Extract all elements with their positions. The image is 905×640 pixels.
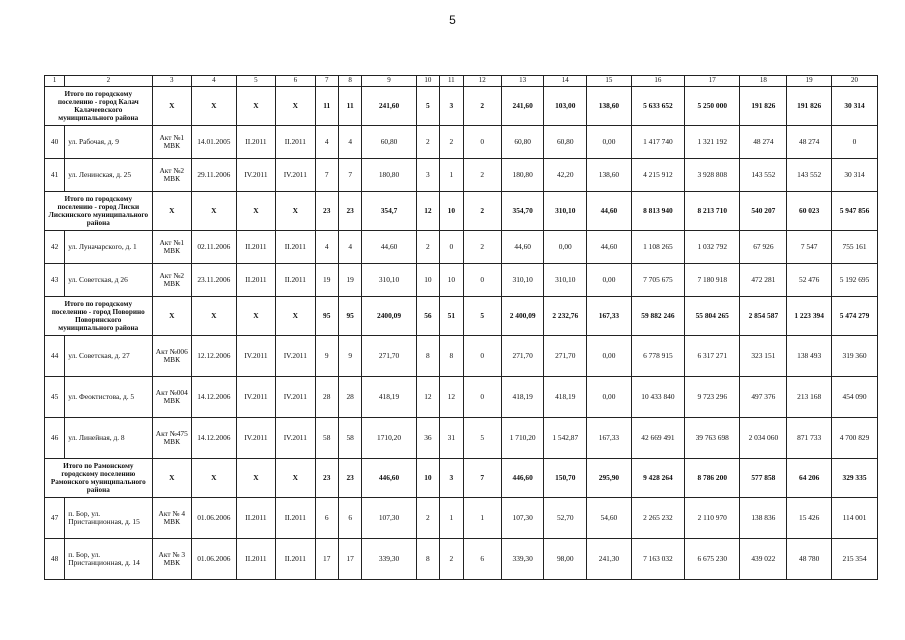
value-cell: 4 215 912 [631,159,684,192]
value-cell: 28 [315,377,338,418]
value-cell: 2 [416,231,439,264]
value-cell: 7 705 675 [631,264,684,297]
value-cell: 138 493 [787,336,832,377]
act-cell: Акт № 3 МВК [152,539,191,580]
value-cell: 339,30 [501,539,544,580]
value-cell: 339,30 [362,539,416,580]
page-number: 5 [449,13,456,27]
total-value-cell: X [276,297,315,336]
value-cell: 0,00 [544,231,587,264]
value-cell: 52 476 [787,264,832,297]
value-cell: 3 928 808 [685,159,740,192]
total-value-cell: 59 882 246 [631,297,684,336]
value-cell: 755 161 [832,231,878,264]
value-cell: 12 [416,377,439,418]
total-value-cell: 9 428 264 [631,459,684,498]
value-cell: 7 180 918 [685,264,740,297]
address-cell: ул. Ленинская, д. 25 [65,159,152,192]
settlement-total-row [45,459,878,498]
building-row [45,498,878,539]
value-cell: 0,00 [587,126,632,159]
settlement-total-row [45,87,878,126]
total-value-cell: 540 207 [740,192,787,231]
row-number-cell: 48 [45,539,65,580]
value-cell: 7 547 [787,231,832,264]
settlement-total-row [45,192,878,231]
column-number-cell: 7 [315,76,338,87]
value-cell: 0 [463,377,501,418]
building-row [45,264,878,297]
total-value-cell: 5 [416,87,439,126]
value-cell: IV.2011 [276,377,315,418]
value-cell: 1 [463,498,501,539]
total-value-cell: X [276,87,315,126]
value-cell: 6 317 271 [685,336,740,377]
value-cell: 180,80 [362,159,416,192]
total-value-cell: 5 474 279 [832,297,878,336]
settlement-total-title: Итого по Рамонскому городскому поселению Рамонского муниципального района [45,459,153,498]
value-cell: 8 [416,336,439,377]
row-number-cell: 43 [45,264,65,297]
value-cell: 2 034 060 [740,418,787,459]
total-value-cell: X [152,297,191,336]
column-number-cell: 20 [832,76,878,87]
value-cell: 48 274 [787,126,832,159]
total-value-cell: 191 826 [740,87,787,126]
total-value-cell: 103,00 [544,87,587,126]
column-number-cell: 19 [787,76,832,87]
value-cell: 4 [338,126,361,159]
total-value-cell: 167,33 [587,297,632,336]
total-value-cell: 64 206 [787,459,832,498]
value-cell: 9 [315,336,338,377]
total-value-cell: 23 [315,459,338,498]
total-value-cell: X [236,192,275,231]
column-number-cell: 16 [631,76,684,87]
row-number-cell: 47 [45,498,65,539]
value-cell: 10 [440,264,463,297]
value-cell: 871 733 [787,418,832,459]
address-cell: ул. Луначарского, д. 1 [65,231,152,264]
value-cell: 271,70 [362,336,416,377]
value-cell: II.2011 [236,539,275,580]
act-cell: Акт №1 МВК [152,231,191,264]
total-value-cell: X [191,459,236,498]
value-cell: 19 [338,264,361,297]
total-value-cell: 11 [315,87,338,126]
value-cell: 9 723 296 [685,377,740,418]
act-date-cell: 01.06.2006 [191,498,236,539]
value-cell: 143 552 [740,159,787,192]
value-cell: 310,10 [544,264,587,297]
value-cell: 0 [463,126,501,159]
column-number-cell: 13 [501,76,544,87]
value-cell: 418,19 [362,377,416,418]
value-cell: 1 321 192 [685,126,740,159]
total-value-cell: 23 [315,192,338,231]
value-cell: II.2011 [236,498,275,539]
value-cell: 215 354 [832,539,878,580]
value-cell: 3 [416,159,439,192]
total-value-cell: 10 [416,459,439,498]
total-value-cell: X [152,459,191,498]
value-cell: 4 700 829 [832,418,878,459]
total-value-cell: X [276,459,315,498]
column-number-cell: 2 [65,76,152,87]
total-value-cell: 241,60 [362,87,416,126]
total-value-cell: 5 250 000 [685,87,740,126]
total-value-cell: 55 804 265 [685,297,740,336]
total-value-cell: 60 023 [787,192,832,231]
building-row [45,377,878,418]
value-cell: 439 022 [740,539,787,580]
total-value-cell: X [191,87,236,126]
value-cell: 0,00 [587,336,632,377]
column-number-cell: 9 [362,76,416,87]
value-cell: 0,00 [587,264,632,297]
total-value-cell: 241,60 [501,87,544,126]
act-date-cell: 23.11.2006 [191,264,236,297]
value-cell: 6 [338,498,361,539]
building-row [45,418,878,459]
value-cell: 241,30 [587,539,632,580]
value-cell: 0,00 [587,377,632,418]
column-number-cell: 14 [544,76,587,87]
value-cell: 138,60 [587,159,632,192]
column-number-cell: 1 [45,76,65,87]
column-number-cell: 17 [685,76,740,87]
total-value-cell: 1 223 394 [787,297,832,336]
building-row [45,231,878,264]
total-value-cell: 354,7 [362,192,416,231]
value-cell: 114 001 [832,498,878,539]
value-cell: 42 669 491 [631,418,684,459]
total-value-cell: 2400,09 [362,297,416,336]
value-cell: 213 168 [787,377,832,418]
value-cell: 60,80 [501,126,544,159]
total-value-cell: 95 [315,297,338,336]
act-date-cell: 14.12.2006 [191,377,236,418]
total-value-cell: 2 854 587 [740,297,787,336]
value-cell: 44,60 [362,231,416,264]
column-number-cell: 5 [236,76,275,87]
total-value-cell: 51 [440,297,463,336]
column-number-cell: 18 [740,76,787,87]
total-value-cell: 23 [338,192,361,231]
total-value-cell: 2 [463,192,501,231]
value-cell: 1 108 265 [631,231,684,264]
value-cell: 1 710,20 [501,418,544,459]
act-date-cell: 14.01.2005 [191,126,236,159]
total-value-cell: 2 400,09 [501,297,544,336]
value-cell: 6 778 915 [631,336,684,377]
value-cell: 1710,20 [362,418,416,459]
value-cell: 44,60 [501,231,544,264]
total-value-cell: 295,90 [587,459,632,498]
building-row [45,336,878,377]
value-cell: IV.2011 [276,336,315,377]
value-cell: 2 [416,498,439,539]
value-cell: 138 836 [740,498,787,539]
settlement-total-title: Итого по городскому поселению - город Поворино Поворинского муниципального района [45,297,153,336]
value-cell: 0 [832,126,878,159]
total-value-cell: 12 [416,192,439,231]
column-number-cell: 12 [463,76,501,87]
total-value-cell: 577 858 [740,459,787,498]
value-cell: II.2011 [276,539,315,580]
value-cell: 1 [440,498,463,539]
value-cell: 10 [416,264,439,297]
total-value-cell: 44,60 [587,192,632,231]
value-cell: IV.2011 [276,418,315,459]
total-value-cell: 3 [440,87,463,126]
value-cell: II.2011 [276,498,315,539]
address-cell: п. Бор, ул. Пристанционная, д. 15 [65,498,152,539]
total-value-cell: 11 [338,87,361,126]
value-cell: 2 [463,159,501,192]
housing-program-table [44,75,878,580]
value-cell: 0 [463,336,501,377]
total-value-cell: 95 [338,297,361,336]
value-cell: 143 552 [787,159,832,192]
total-value-cell: 329 335 [832,459,878,498]
value-cell: 60,80 [362,126,416,159]
total-value-cell: 8 213 710 [685,192,740,231]
value-cell: IV.2011 [276,159,315,192]
total-value-cell: 7 [463,459,501,498]
total-value-cell: 354,70 [501,192,544,231]
value-cell: 54,60 [587,498,632,539]
value-cell: 1 417 740 [631,126,684,159]
value-cell: 319 360 [832,336,878,377]
column-number-cell: 8 [338,76,361,87]
row-number-cell: 40 [45,126,65,159]
settlement-total-title: Итого по городскому поселению - город Лиски Лискинского муниципального района [45,192,153,231]
total-value-cell: X [152,87,191,126]
value-cell: II.2011 [276,126,315,159]
total-value-cell: 446,60 [501,459,544,498]
value-cell: 1 032 792 [685,231,740,264]
column-number-row [45,76,878,87]
value-cell: 36 [416,418,439,459]
column-number-cell: 3 [152,76,191,87]
value-cell: 48 274 [740,126,787,159]
value-cell: 17 [338,539,361,580]
value-cell: 5 192 695 [832,264,878,297]
value-cell: IV.2011 [236,159,275,192]
value-cell: 1 [440,159,463,192]
total-value-cell: 191 826 [787,87,832,126]
value-cell: 4 [315,231,338,264]
value-cell: 180,80 [501,159,544,192]
settlement-total-row [45,297,878,336]
column-number-cell: 10 [416,76,439,87]
total-value-cell: X [191,297,236,336]
value-cell: IV.2011 [236,418,275,459]
value-cell: 167,33 [587,418,632,459]
value-cell: 44,60 [587,231,632,264]
act-date-cell: 14.12.2006 [191,418,236,459]
value-cell: 6 [315,498,338,539]
total-value-cell: 150,70 [544,459,587,498]
address-cell: ул. Советская, д 26 [65,264,152,297]
row-number-cell: 45 [45,377,65,418]
value-cell: 42,20 [544,159,587,192]
value-cell: 454 090 [832,377,878,418]
value-cell: 2 [463,231,501,264]
value-cell: 2 265 232 [631,498,684,539]
total-value-cell: 2 [463,87,501,126]
value-cell: 0 [440,231,463,264]
value-cell: II.2011 [236,126,275,159]
total-value-cell: 8 813 940 [631,192,684,231]
value-cell: 15 426 [787,498,832,539]
value-cell: 107,30 [501,498,544,539]
value-cell: 98,00 [544,539,587,580]
total-value-cell: 23 [338,459,361,498]
building-row [45,539,878,580]
row-number-cell: 41 [45,159,65,192]
value-cell: IV.2011 [236,336,275,377]
row-number-cell: 46 [45,418,65,459]
act-cell: Акт №2 МВК [152,264,191,297]
column-number-cell: 4 [191,76,236,87]
act-cell: Акт №006 МВК [152,336,191,377]
column-number-cell: 11 [440,76,463,87]
value-cell: 497 376 [740,377,787,418]
value-cell: 4 [315,126,338,159]
act-date-cell: 02.11.2006 [191,231,236,264]
total-value-cell: X [236,459,275,498]
value-cell: 472 281 [740,264,787,297]
value-cell: 52,70 [544,498,587,539]
value-cell: 48 780 [787,539,832,580]
address-cell: ул. Советская, д. 27 [65,336,152,377]
value-cell: 4 [338,231,361,264]
value-cell: 2 [440,126,463,159]
value-cell: 7 [315,159,338,192]
total-value-cell: 138,60 [587,87,632,126]
value-cell: 9 [338,336,361,377]
value-cell: II.2011 [276,264,315,297]
value-cell: 8 [416,539,439,580]
address-cell: ул. Феоктистова, д. 5 [65,377,152,418]
address-cell: ул. Рабочая, д. 9 [65,126,152,159]
value-cell: 58 [315,418,338,459]
total-value-cell: X [236,87,275,126]
total-value-cell: 5 633 652 [631,87,684,126]
value-cell: 418,19 [544,377,587,418]
column-number-cell: 6 [276,76,315,87]
value-cell: 323 151 [740,336,787,377]
total-value-cell: 310,10 [544,192,587,231]
value-cell: II.2011 [236,231,275,264]
value-cell: 5 [463,418,501,459]
settlement-total-title: Итого по городскому поселению - город Калач Калачеевского муниципального района [45,87,153,126]
total-value-cell: 5 [463,297,501,336]
value-cell: 271,70 [501,336,544,377]
value-cell: 10 433 840 [631,377,684,418]
value-cell: 12 [440,377,463,418]
value-cell: 31 [440,418,463,459]
total-value-cell: 3 [440,459,463,498]
value-cell: 30 314 [832,159,878,192]
act-cell: Акт №2 МВК [152,159,191,192]
total-value-cell: 2 232,76 [544,297,587,336]
value-cell: 107,30 [362,498,416,539]
total-value-cell: X [276,192,315,231]
value-cell: 0 [463,264,501,297]
act-cell: Акт № 4 МВК [152,498,191,539]
act-cell: Акт №475 МВК [152,418,191,459]
value-cell: 58 [338,418,361,459]
value-cell: 60,80 [544,126,587,159]
building-row [45,126,878,159]
total-value-cell: X [236,297,275,336]
value-cell: 418,19 [501,377,544,418]
total-value-cell: 5 947 856 [832,192,878,231]
total-value-cell: X [152,192,191,231]
total-value-cell: 8 786 200 [685,459,740,498]
act-date-cell: 01.06.2006 [191,539,236,580]
value-cell: IV.2011 [236,377,275,418]
act-cell: Акт №1 МВК [152,126,191,159]
value-cell: 28 [338,377,361,418]
value-cell: 2 110 970 [685,498,740,539]
value-cell: 19 [315,264,338,297]
value-cell: 39 763 698 [685,418,740,459]
total-value-cell: 56 [416,297,439,336]
value-cell: 2 [416,126,439,159]
act-date-cell: 29.11.2006 [191,159,236,192]
act-cell: Акт №004 МВК [152,377,191,418]
value-cell: II.2011 [276,231,315,264]
total-value-cell: 30 314 [832,87,878,126]
total-value-cell: 446,60 [362,459,416,498]
value-cell: 310,10 [501,264,544,297]
value-cell: 8 [440,336,463,377]
value-cell: II.2011 [236,264,275,297]
value-cell: 6 675 230 [685,539,740,580]
value-cell: 7 [338,159,361,192]
value-cell: 271,70 [544,336,587,377]
row-number-cell: 42 [45,231,65,264]
address-cell: ул. Линейная, д. 8 [65,418,152,459]
row-number-cell: 44 [45,336,65,377]
address-cell: п. Бор, ул. Пристанционная, д. 14 [65,539,152,580]
value-cell: 17 [315,539,338,580]
value-cell: 1 542,87 [544,418,587,459]
act-date-cell: 12.12.2006 [191,336,236,377]
total-value-cell: 10 [440,192,463,231]
value-cell: 310,10 [362,264,416,297]
value-cell: 67 926 [740,231,787,264]
value-cell: 7 163 032 [631,539,684,580]
value-cell: 6 [463,539,501,580]
total-value-cell: X [191,192,236,231]
column-number-cell: 15 [587,76,632,87]
building-row [45,159,878,192]
value-cell: 2 [440,539,463,580]
